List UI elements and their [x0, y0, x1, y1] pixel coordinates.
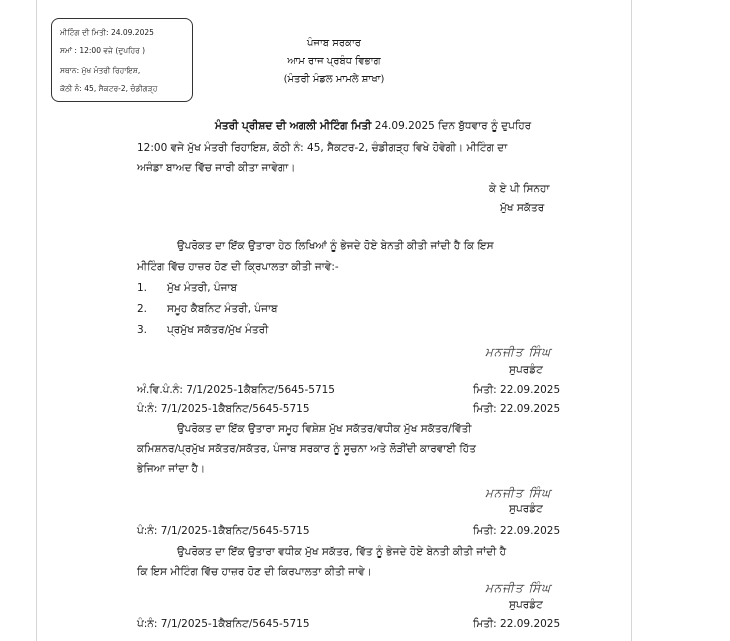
- reference-date-4: ਮਿਤੀ: 22.09.2025: [473, 618, 561, 630]
- info-venue: ਸਥਾਨ: ਮੁੱਖ ਮੰਤਰੀ ਰਿਹਾਇਸ਼,: [60, 66, 141, 75]
- endorsement1-line-1: ਉਪਰੋਕਤ ਦਾ ਇੱਕ ਉਤਾਰਾ ਹੇਠ ਲਿਖਿਆਂ ਨੂੰ ਭੇਜਦੇ ਹੋਏ ਬੇਨਤੀ ਕੀਤੀ ਜਾਂਦੀ ਹੈ ਕਿ ਇਸ: [177, 240, 494, 252]
- notice-line-1-rest: 24.09.2025 ਦਿਨ ਬੁੱਧਵਾਰ ਨੂੰ ਦੁਪਹਿਰ: [374, 120, 532, 132]
- notice-line-1: [215, 120, 531, 133]
- reference-date-3: ਮਿਤੀ: 22.09.2025: [473, 525, 561, 537]
- reference-date-2: ਮਿਤੀ: 22.09.2025: [473, 403, 561, 415]
- notice-line-2: 12:00 ਵਜੇ ਮੁੱਖ ਮੰਤਰੀ ਰਿਹਾਇਸ਼, ਕੋਠੀ ਨੰ: 45, ਸੈਕਟਰ-2, ਚੰਡੀਗੜ੍ਹ ਵਿਖੇ ਹੋਵੇਗੀ। ਮੀਟਿੰਗ ਦਾ: [137, 142, 508, 154]
- reference-date-1: ਮਿਤੀ: 22.09.2025: [473, 384, 561, 396]
- endorsement3-line-1: ਉਪਰੋਕਤ ਦਾ ਇੱਕ ਉਤਾਰਾ ਵਧੀਕ ਮੁੱਖ ਸਕੱਤਰ, ਵਿੱਤ ਨੂੰ ਭੇਜਦੇ ਹੋਏ ਬੇਨਤੀ ਕੀਤੀ ਜਾਂਦੀ ਹੈ: [177, 546, 507, 558]
- superintendent-title-2: ਸੁਪਰਡੰਟ: [509, 503, 543, 515]
- superintendent-title-3: ਸੁਪਰਡੰਟ: [509, 599, 543, 611]
- notice-bold-lead: ਮੰਤਰੀ ਪ੍ਰੀਸ਼ਦ ਦੀ ਅਗਲੀ ਮੀਟਿੰਗ ਮਿਤੀ: [215, 120, 372, 132]
- endorsement2-line-2: ਕਮਿਸ਼ਨਰ/ਪ੍ਰਮੁੱਖ ਸਕੱਤਰ/ਸਕੱਤਰ, ਪੰਜਾਬ ਸਰਕਾਰ ਨੂੰ ਸੂਚਨਾ ਅਤੇ ਲੋੜੀਂਦੀ ਕਾਰਵਾਈ ਹਿੱਤ: [137, 443, 476, 455]
- reference-number-2: ਪੰ:ਨੰ: 7/1/2025-1ਕੈਬਨਿਟ/5645-5715: [137, 403, 310, 415]
- superintendent-signature-2: ਮਨਜੀਤ ਸਿੰਘ: [485, 486, 552, 500]
- info-time: ਸਮਾਂ : 12:00 ਵਜੇ (ਦੁਪਹਿਰ ): [60, 46, 146, 55]
- info-address: ਕੋਠੀ ਨੰ: 45, ਸੈਕਟਰ-2, ਚੰਡੀਗੜ੍ਹ: [60, 84, 158, 93]
- header-government: ਪੰਜਾਬ ਸਰਕਾਰ: [307, 38, 361, 49]
- list-item-3: ਪ੍ਰਮੁੱਖ ਸਕੱਤਰ/ਮੁੱਖ ਮੰਤਰੀ: [167, 324, 269, 336]
- reference-number-3: ਪੰ:ਨੰ: 7/1/2025-1ਕੈਬਨਿਟ/5645-5715: [137, 525, 310, 537]
- reference-number-1: ਅੰ.ਵਿ.ਪੰ.ਨੰ: 7/1/2025-1ਕੈਬਨਿਟ/5645-5715: [137, 384, 335, 396]
- list-item-2: ਸਮੂਹ ਕੈਬਨਿਟ ਮੰਤਰੀ, ਪੰਜਾਬ: [167, 303, 278, 315]
- endorsement2-line-1: ਉਪਰੋਕਤ ਦਾ ਇੱਕ ਉਤਾਰਾ ਸਮੂਹ ਵਿਸ਼ੇਸ਼ ਮੁੱਖ ਸਕੱਤਰ/ਵਧੀਕ ਮੁੱਖ ਸਕੱਤਰ/ਵਿੱਤੀ: [177, 423, 472, 435]
- chief-secretary-name: ਕੇ ਏ ਪੀ ਸਿਨਹਾ: [489, 183, 550, 195]
- reference-number-4: ਪੰ:ਨੰ: 7/1/2025-1ਕੈਬਨਿਟ/5645-5715: [137, 618, 310, 630]
- header-department: ਆਮ ਰਾਜ ਪ੍ਰਬੰਧ ਵਿਭਾਗ: [287, 56, 381, 67]
- document-page: [36, 0, 632, 641]
- endorsement2-line-3: ਭੇਜਿਆ ਜਾਂਦਾ ਹੈ।: [137, 463, 206, 475]
- superintendent-title-1: ਸੁਪਰਡੰਟ: [509, 364, 543, 376]
- list-number-3: 3.: [137, 324, 148, 336]
- notice-line-3: ਅਜੰਡਾ ਬਾਅਦ ਵਿੱਚ ਜਾਰੀ ਕੀਤਾ ਜਾਵੇਗਾ।: [137, 162, 296, 174]
- info-meeting-date: ਮੀਟਿੰਗ ਦੀ ਮਿਤੀ: 24.09.2025: [60, 28, 154, 37]
- endorsement1-line-2: ਮੀਟਿੰਗ ਵਿੱਚ ਹਾਜ਼ਰ ਹੋਣ ਦੀ ਕ੍ਰਿਪਾਲਤਾ ਕੀਤੀ ਜਾਵੇ:-: [137, 261, 339, 273]
- superintendent-signature-3: ਮਨਜੀਤ ਸਿੰਘ: [485, 581, 552, 595]
- endorsement3-line-2: ਕਿ ਇਸ ਮੀਟਿੰਗ ਵਿੱਚ ਹਾਜ਼ਰ ਹੋਣ ਦੀ ਕਿਰਪਾਲਤਾ ਕੀਤੀ ਜਾਵੇ।: [137, 566, 372, 578]
- list-number-1: 1.: [137, 282, 148, 294]
- header-branch: (ਮੰਤਰੀ ਮੰਡਲ ਮਾਮਲੇ ਸ਼ਾਖਾ): [283, 74, 385, 85]
- list-item-1: ਮੁੱਖ ਮੰਤਰੀ, ਪੰਜਾਬ: [167, 282, 238, 294]
- list-number-2: 2.: [137, 303, 148, 315]
- chief-secretary-title: ਮੁੱਖ ਸਕੱਤਰ: [500, 202, 545, 214]
- superintendent-signature-1: ਮਨਜੀਤ ਸਿੰਘ: [485, 345, 552, 359]
